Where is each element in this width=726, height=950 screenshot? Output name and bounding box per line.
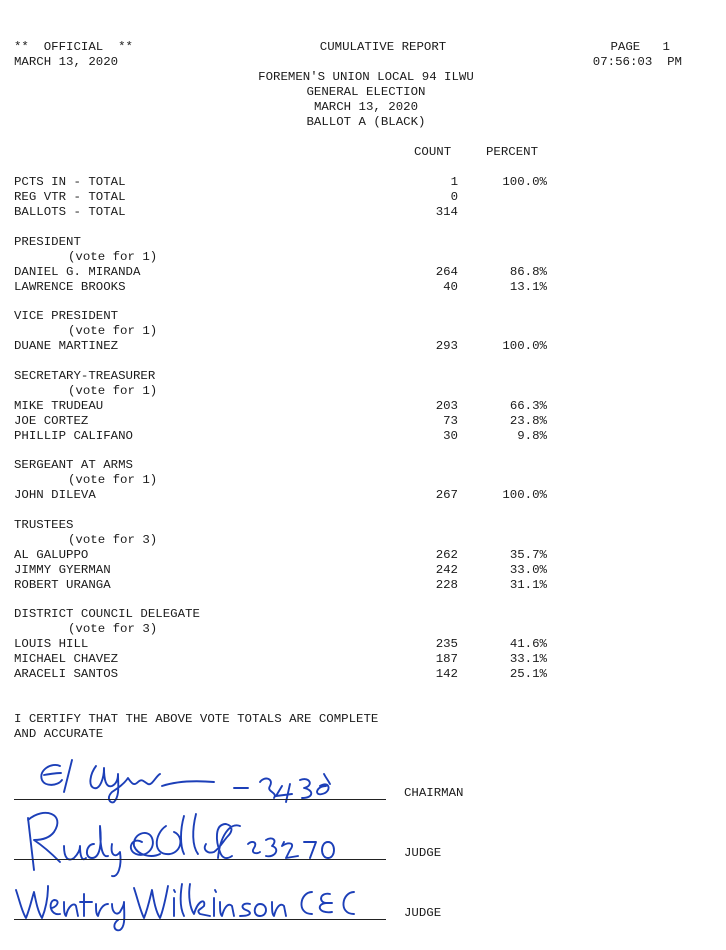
candidate-percent: 66.3% bbox=[509, 399, 547, 413]
candidate-count: 40 bbox=[443, 280, 458, 294]
candidate-count: 242 bbox=[435, 563, 458, 577]
candidate-percent: 35.7% bbox=[509, 548, 547, 562]
candidate-name: ROBERT URANGA bbox=[14, 578, 111, 592]
candidate-percent: 100.0% bbox=[502, 488, 547, 502]
signature-role: CHAIRMAN bbox=[404, 786, 464, 800]
race-vote-for: (vote for 3) bbox=[68, 622, 158, 636]
candidate-name: MICHAEL CHAVEZ bbox=[14, 652, 119, 666]
candidate-name: ARACELI SANTOS bbox=[14, 667, 119, 681]
report-time: 07:56:03 PM bbox=[592, 55, 682, 69]
election-name: GENERAL ELECTION bbox=[306, 85, 426, 99]
candidate-count: 267 bbox=[435, 488, 458, 502]
judge-signature bbox=[14, 796, 374, 880]
report-date: MARCH 13, 2020 bbox=[14, 55, 119, 69]
election-date: MARCH 13, 2020 bbox=[313, 100, 419, 114]
judge-signature bbox=[14, 870, 374, 932]
race-vote-for: (vote for 1) bbox=[68, 250, 158, 264]
candidate-count: 293 bbox=[435, 339, 458, 353]
candidate-name: AL GALUPPO bbox=[14, 548, 89, 562]
ballot-label: BALLOT A (BLACK) bbox=[306, 115, 426, 129]
race-vote-for: (vote for 3) bbox=[68, 533, 158, 547]
candidate-percent: 31.1% bbox=[509, 578, 547, 592]
certification-line-1: I CERTIFY THAT THE ABOVE VOTE TOTALS ARE COMPLETE bbox=[14, 712, 379, 726]
candidate-percent: 13.1% bbox=[509, 280, 547, 294]
candidate-percent: 25.1% bbox=[509, 667, 547, 681]
race-title: VICE PRESIDENT bbox=[14, 309, 119, 323]
candidate-percent: 33.1% bbox=[509, 652, 547, 666]
summary-count: 0 bbox=[450, 190, 458, 204]
count-column-header: COUNT bbox=[414, 145, 452, 159]
candidate-count: 142 bbox=[435, 667, 458, 681]
candidate-name: PHILLIP CALIFANO bbox=[14, 429, 133, 443]
candidate-percent: 9.8% bbox=[517, 429, 547, 443]
candidate-name: JOHN DILEVA bbox=[14, 488, 96, 502]
signature-role: JUDGE bbox=[404, 906, 442, 920]
summary-count: 314 bbox=[435, 205, 458, 219]
page-number: PAGE 1 bbox=[610, 40, 670, 54]
percent-column-header: PERCENT bbox=[486, 145, 539, 159]
candidate-percent: 41.6% bbox=[509, 637, 547, 651]
summary-percent: 100.0% bbox=[502, 175, 547, 189]
summary-count: 1 bbox=[450, 175, 458, 189]
candidate-count: 73 bbox=[443, 414, 458, 428]
candidate-name: MIKE TRUDEAU bbox=[14, 399, 104, 413]
candidate-name: DUANE MARTINEZ bbox=[14, 339, 119, 353]
candidate-count: 203 bbox=[435, 399, 458, 413]
candidate-name: LAWRENCE BROOKS bbox=[14, 280, 126, 294]
candidate-name: JOE CORTEZ bbox=[14, 414, 89, 428]
official-label: ** OFFICIAL ** bbox=[14, 40, 133, 54]
race-vote-for: (vote for 1) bbox=[68, 384, 158, 398]
candidate-percent: 33.0% bbox=[509, 563, 547, 577]
race-title: PRESIDENT bbox=[14, 235, 81, 249]
candidate-count: 228 bbox=[435, 578, 458, 592]
report-title: CUMULATIVE REPORT bbox=[319, 40, 447, 54]
candidate-name: JIMMY GYERMAN bbox=[14, 563, 111, 577]
candidate-name: DANIEL G. MIRANDA bbox=[14, 265, 141, 279]
race-vote-for: (vote for 1) bbox=[68, 324, 158, 338]
candidate-count: 262 bbox=[435, 548, 458, 562]
candidate-count: 235 bbox=[435, 637, 458, 651]
candidate-percent: 23.8% bbox=[509, 414, 547, 428]
candidate-name: LOUIS HILL bbox=[14, 637, 89, 651]
race-title: SERGEANT AT ARMS bbox=[14, 458, 133, 472]
candidate-percent: 86.8% bbox=[509, 265, 547, 279]
race-title: TRUSTEES bbox=[14, 518, 74, 532]
race-title: DISTRICT COUNCIL DELEGATE bbox=[14, 607, 200, 621]
org-name: FOREMEN'S UNION LOCAL 94 ILWU bbox=[258, 70, 474, 84]
signature-role: JUDGE bbox=[404, 846, 442, 860]
candidate-count: 264 bbox=[435, 265, 458, 279]
summary-label: PCTS IN - TOTAL bbox=[14, 175, 126, 189]
candidate-count: 30 bbox=[443, 429, 458, 443]
candidate-percent: 100.0% bbox=[502, 339, 547, 353]
summary-label: REG VTR - TOTAL bbox=[14, 190, 126, 204]
race-title: SECRETARY-TREASURER bbox=[14, 369, 156, 383]
summary-label: BALLOTS - TOTAL bbox=[14, 205, 126, 219]
race-vote-for: (vote for 1) bbox=[68, 473, 158, 487]
candidate-count: 187 bbox=[435, 652, 458, 666]
certification-line-2: AND ACCURATE bbox=[14, 727, 104, 741]
